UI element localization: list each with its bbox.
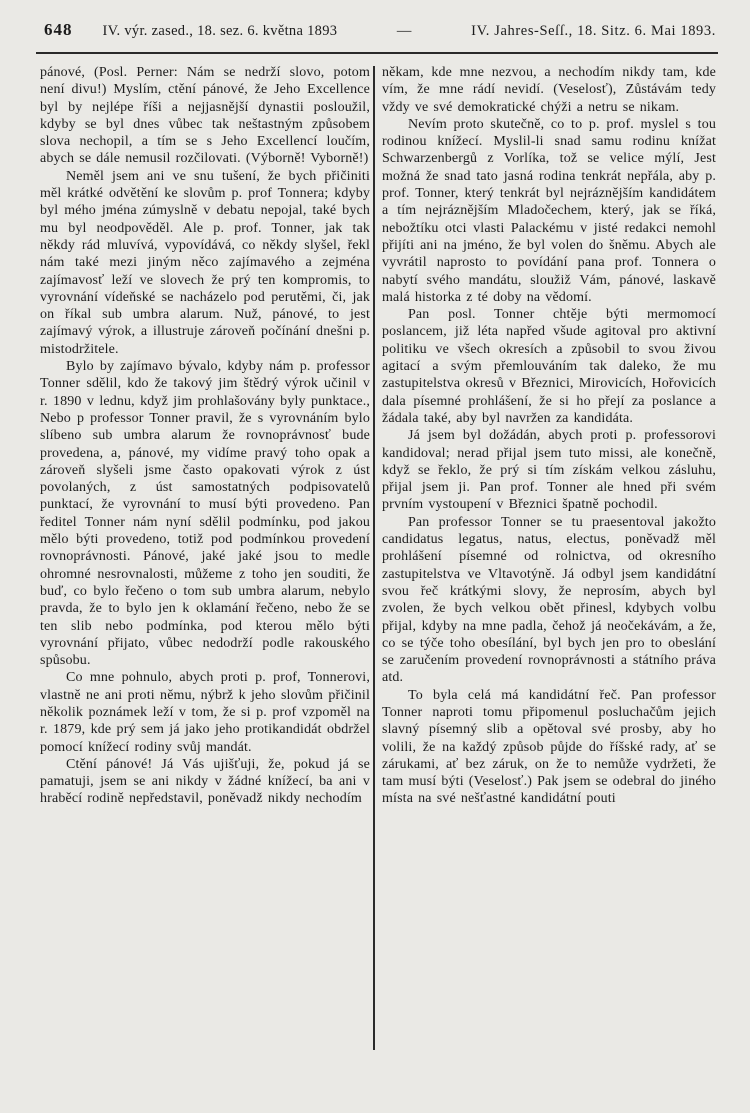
paragraph: pánové, (Posl. Perner: Nám se nedrží slovo, potom není divu!) Myslím, ctění pánové, že Jeho Excellence byl by nejlépe říši a nejjasnější dynastii posloužil, kdyby se byl dnes vůbec tak neštastným způsobem slova nechopil, a tím se s Jeho Excellencí loučím, abych se dále nemusil rozčilovati. (Výborně! Vyborně!) <box>40 65 370 167</box>
header-session-info <box>103 23 717 40</box>
right-column <box>382 64 716 808</box>
header-german-session: IV. Jahres-Seſſ., 18. Sitz. 6. Mai 1893. <box>471 23 716 39</box>
paragraph: Bylo by zajímavo bývalo, kdyby nám p. professor Tonner sdělil, kdo že takový jim štědrý výrok učinil v r. 1890 v lednu, když jim prohlašovány byly punktace., Nebo p professor Tonner pravil, že s vyrovnáním bylo slíbeno sub umbra alarum že rovnoprávnosť bude provedena, a, pánové, my vidíme pravý toho opak a zároveň slyšeli jsme často opakovati výrok z úst povolaných, z úst samostatných podpisovatelů punktací, že vyrovnání to musí býti provedeno. Pan ředitel Tonner nám nyní sdělil podmínku, pod jakou mělo býti provedeno, totiž pod podmínkou provedení rovnoprávnosti. Pánové, jaké jaké jsou to medle ohromné nesrovnalosti, můžeme z toho jen souditi, že buď, co bylo řečeno o tom sub umbra alarum, nebylo pravda, že to bylo jen k oklamání řečeno, nebo že se ten slib nebo podmínka, pod kterou mělo býti vyrovnání přijato, vůbec nedodrží podle rakouského spůsobu. <box>40 359 370 669</box>
text-columns <box>40 64 716 1084</box>
paragraph: Ctění pánové! Já Vás ujišťuji, že, pokud já se pamatuji, jsem se ani nikdy v žádné knížecí, ba ani v hraběcí rodině nepředstavil, poněvadž nikdy nechodím <box>40 756 370 807</box>
page-header <box>44 20 716 40</box>
paragraph: Já jsem byl dožádán, abych proti p. professorovi kandidoval; nerad přijal jsem tuto missi, ale konečně, když se řeklo, že prý si tím získám velkou zásluhu, přijal jsem ji. Pan prof. Tonner ale hned při svém prvním vystoupení v Březnici špatně pochodil. <box>382 428 716 513</box>
paragraph: Pan professor Tonner se tu praesentoval jakožto candidatus legatus, natus, electus, poněvadž měl prohlášení písemné od rolnictva, od okresního zastupitelstva ve Vltavotýně. Já odbyl jsem kandidátní svou řeč krátkými slovy, že neprosím, abych byl zvolen, že bych velkou obět přinesl, kdybych volbu přijal, kdyby na mne padla, čehož já neočekávám, a že, co se týče toho obesílání, byl bych jen pro to obeslání se zaručením provedení rovnoprávnosti a státního práva atd. <box>382 514 716 686</box>
paragraph: Co mne pohnulo, abych proti p. prof, Tonnerovi, vlastně ne ani proti němu, nýbrž k jeho slovům přičinil několik poznámek leží v tom, že si p. prof vzpoměl na r. 1879, kde prý sem já jako jeho protikandidát obdržel pomocí knížecí rodiny svůj mandát. <box>40 670 370 755</box>
paragraph: Nevím proto skutečně, co to p. prof. myslel s tou rodinou knížecí. Myslil-li snad samu rodinu knížat Schwarzenbergů z Vorlíka, tož se velice mýlí, Jest možná že snad tato jasná rodina tenkrát nepřála, aby p. prof. Tonner, který tenkrát byl nejráznějším kandidátem a tím nejráznějším Mladočechem, který, jak se říká, nebožtíku otci vlasti Palackému v jisté redakci nemohl přijíti ani na jméno, že byl volen do šněmu. Abych ale vyvrátil naprosto to povídání pana prof. Tonnera o nabytí svého mandátu, sloužiž Vám, pánové, laskavě malá historka z té doby na vědomí. <box>382 116 716 305</box>
paragraph: někam, kde mne nezvou, a nechodím nikdy tam, kde vím, že mne rádí nevidí. (Veselosť), Zůstávám tedy vždy ve své demokratické chýži a netru se nikam. <box>382 65 716 115</box>
paragraph: Neměl jsem ani ve snu tušení, že bych přičiniti měl krátké odvětění ke slovům p. prof Tonnera; kdyby byl mého jména zúmyslně v debatu nepojal, také bych mu byl neodpověděl. Ale p. prof. Tonner, jak tak někdy rád mluvívá, vypovídává, co někdy slyšel, řekl nám také mezi jiným něco zajímavého a zejména zajímavosť leží ve slovech že prý ten kompromis, to vyrovnání vídeňské se nacházelo pod perutěmi, či, jak on říkal sub umbra alarum. Nuž, pánové, to jest zajímavý výrok, a illustruje zároveň počínání dnešni p. mistodržitele. <box>40 168 370 357</box>
header-separator: — <box>396 23 412 39</box>
column-divider <box>373 66 375 1050</box>
page-number: 648 <box>44 20 73 39</box>
header-czech-session: IV. výr. zased., 18. sez. 6. května 1893 <box>102 23 338 39</box>
left-column <box>40 64 370 808</box>
paragraph: Pan posl. Tonner chtěje býti mermomocí poslancem, již léta napřed všude agitoval pro aktivní politiku ve všech okresích a způsobil to svou živou agitací a svým přemlouváním tak daleko, že mu zastupitelstva okresů v Březnici, Mirovicích, Hořovicích dala písemné prohlášení, že si ho přejí za poslance a žádala také, aby byl navržen za kandidáta. <box>382 307 716 426</box>
paragraph: To byla celá má kandidátní řeč. Pan professor Tonner naproti tomu připomenul posluchačům jejich slavný písemný slib a opětoval své prosby, aby ho volili, že na každý způsob půjde do říšské rady, ať se zárukami, ať bez záruk, on že to nemůže vydržeti, že tam musí býti (Veselosť.) Pak jsem se odebral do jiného místa na své nešťastné kandidátní pouti <box>382 687 717 807</box>
header-rule <box>36 52 718 54</box>
